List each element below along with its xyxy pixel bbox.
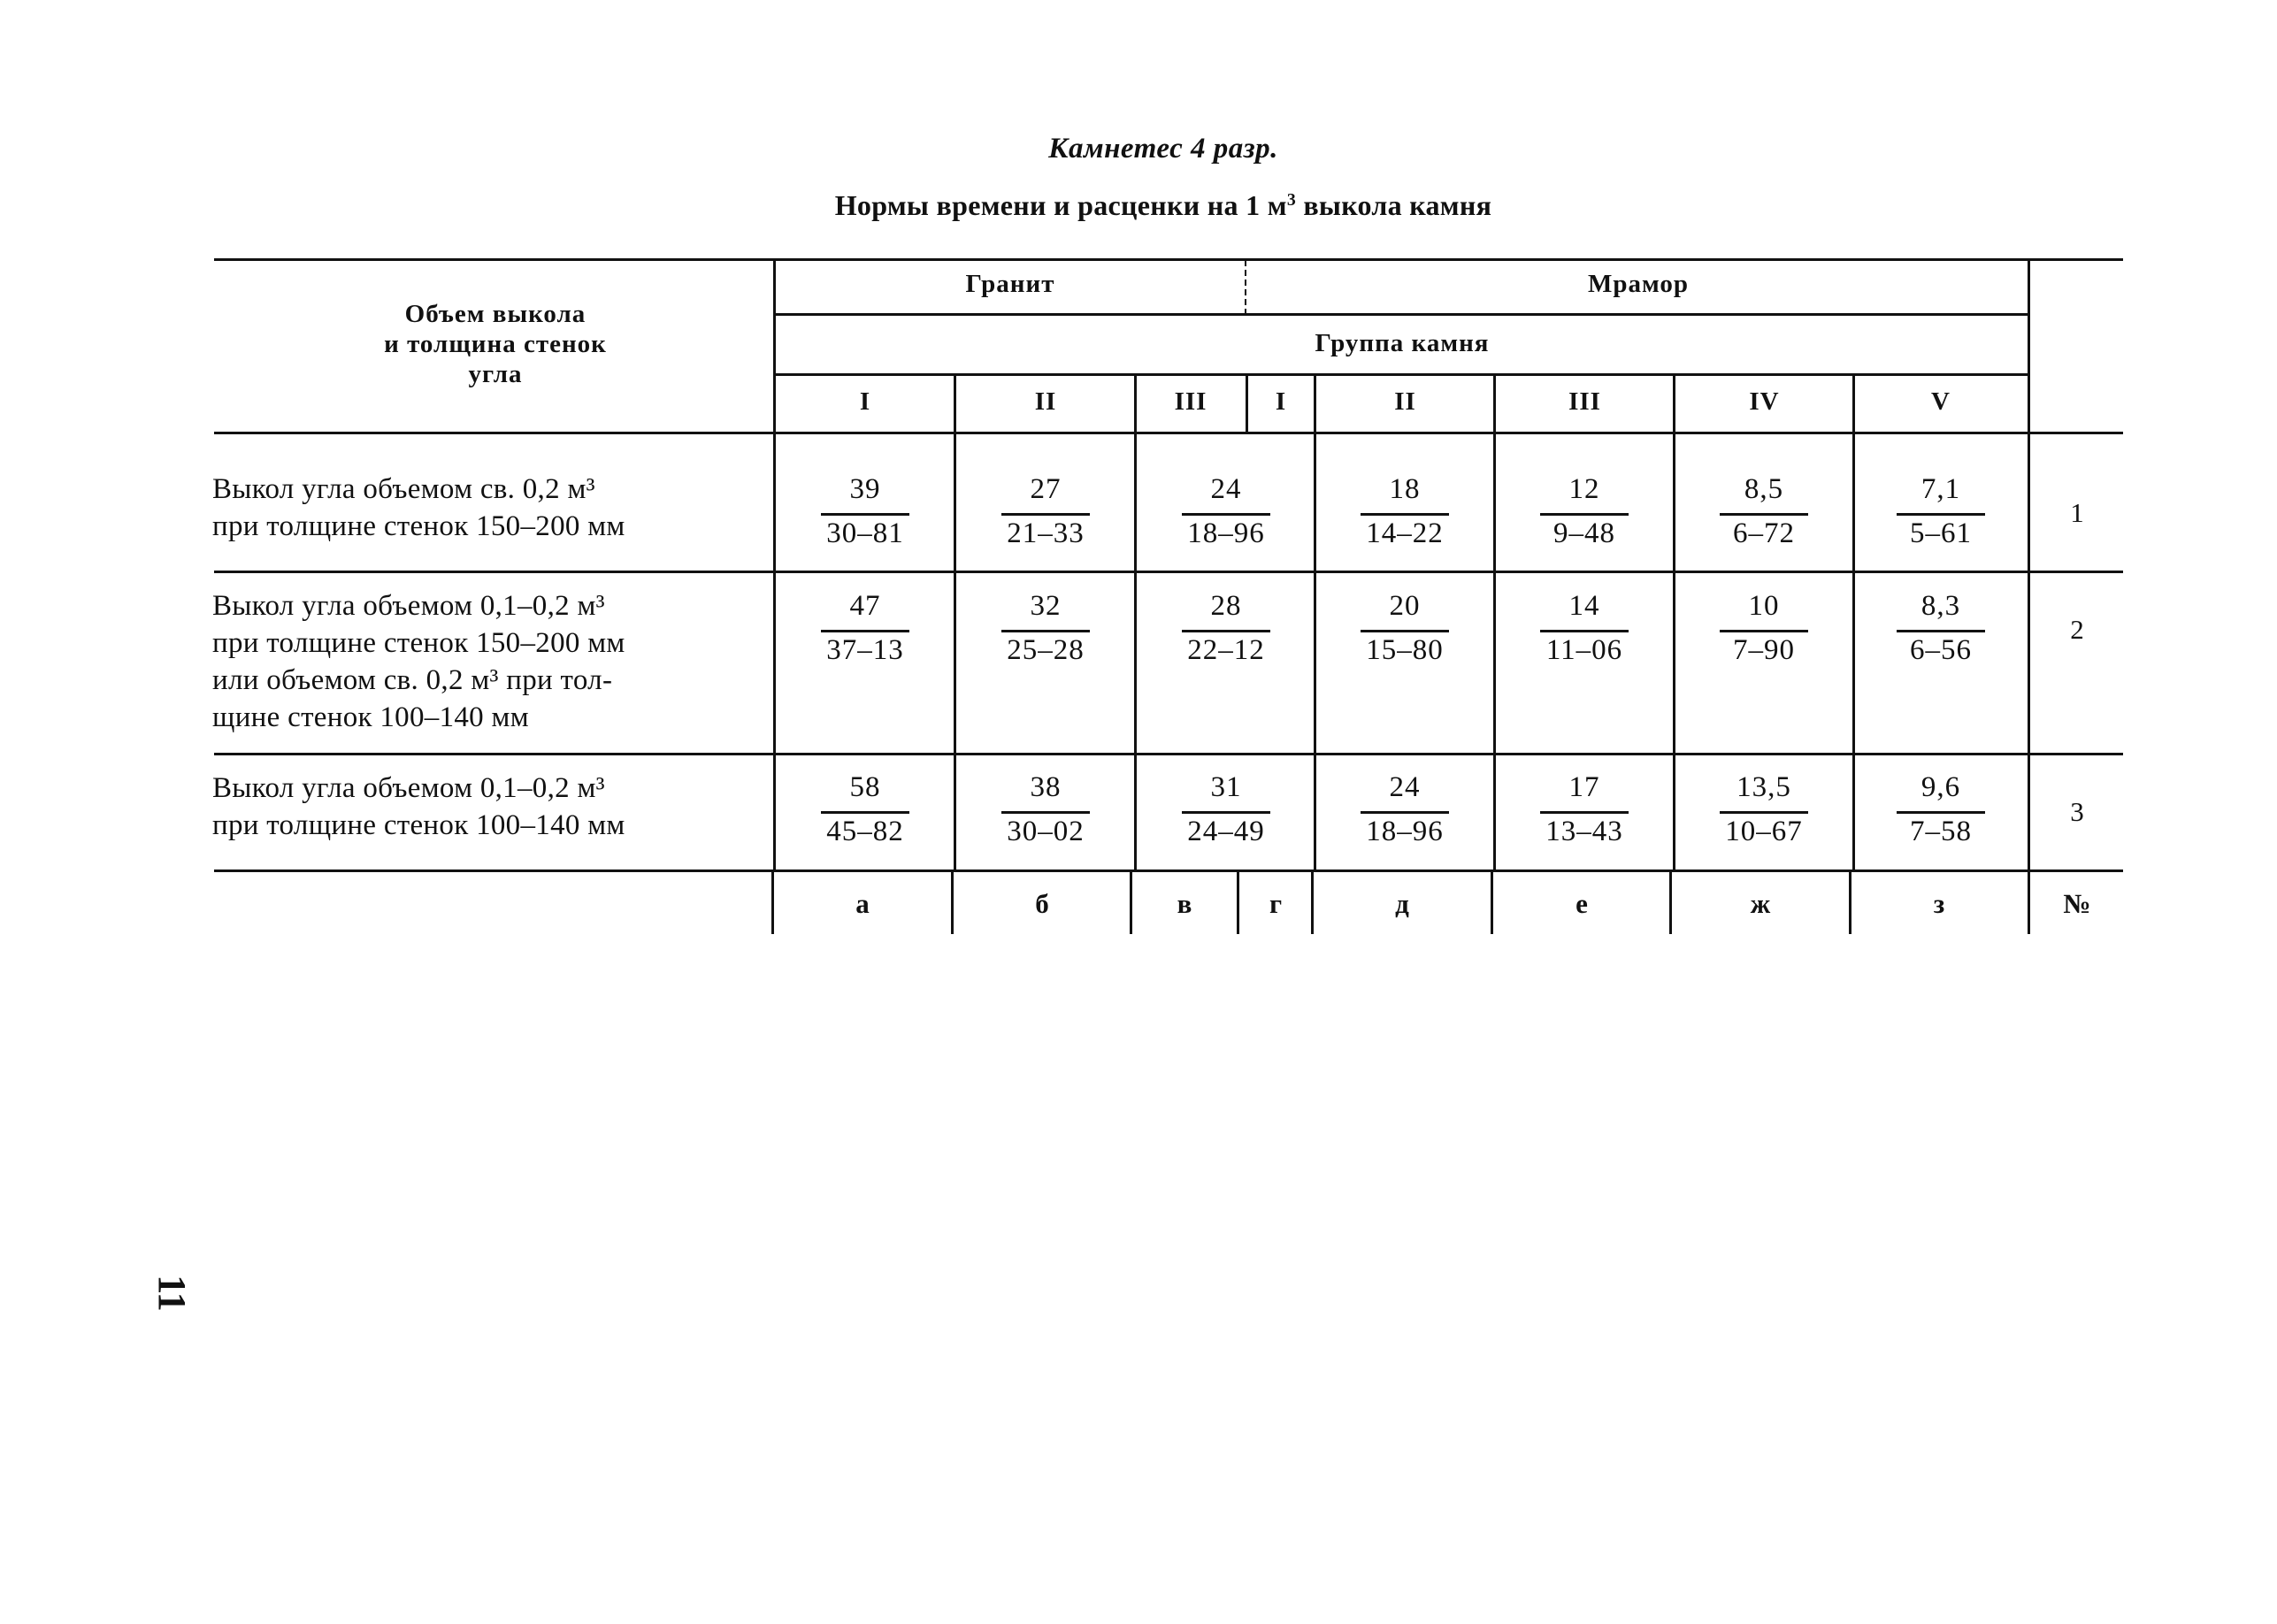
rule-header-1 (775, 313, 2029, 316)
fraction-cell (970, 771, 1121, 860)
fraction-bar (1720, 513, 1808, 516)
row-label-line: или объемом св. 0,2 м³ при тол- (212, 664, 613, 696)
rate-value: 30–81 (826, 517, 904, 549)
time-norm: 58 (849, 771, 881, 803)
rate-value: 18–96 (1187, 517, 1265, 549)
rule-top (214, 258, 2123, 261)
rule-header-2 (775, 373, 2029, 376)
fraction-cell (1866, 771, 2016, 860)
fraction-cell (790, 473, 940, 562)
time-norm: 17 (1568, 771, 1600, 803)
time-norm: 9,6 (1920, 771, 1961, 803)
row-label-line: при толщине стенок 150–200 мм (212, 627, 625, 659)
fraction-bar (1540, 630, 1629, 632)
fraction-cell (1151, 590, 1301, 678)
fraction-bar (1361, 630, 1449, 632)
fraction-bar (1001, 513, 1090, 516)
time-norm: 8,5 (1744, 473, 1784, 505)
fraction-bar (1720, 630, 1808, 632)
fraction-bar (1720, 811, 1808, 814)
rate-value: 6–56 (1910, 634, 1972, 666)
fraction-cell (1330, 473, 1480, 562)
row-label-line: при толщине стенок 150–200 мм (212, 510, 625, 542)
rule-header-end (214, 432, 2123, 434)
fraction-cell (1330, 590, 1480, 678)
fraction-cell (1866, 590, 2016, 678)
time-norm: 27 (1030, 473, 1062, 505)
fraction-cell (1509, 590, 1660, 678)
column-letter: ж (1750, 888, 1771, 919)
rate-value: 25–28 (1007, 634, 1085, 666)
time-norm: 10 (1748, 590, 1780, 622)
header-label-line: Объем выкола (404, 300, 586, 328)
column-letter: г (1269, 888, 1283, 919)
fraction-bar (821, 630, 909, 632)
time-norm: 8,3 (1920, 590, 1961, 622)
subtitle-superscript: 3 (1286, 190, 1297, 211)
rate-value: 14–22 (1366, 517, 1444, 549)
rate-value: 10–67 (1725, 816, 1803, 847)
header-group-col: V (1931, 387, 1951, 416)
fraction-cell (970, 590, 1121, 678)
number-sign: № (2063, 888, 2091, 919)
header-marble: Мрамор (1588, 270, 1689, 298)
fraction-cell (1689, 590, 1839, 678)
rate-value: 24–49 (1187, 816, 1265, 847)
fraction-bar (1001, 630, 1090, 632)
header-label-line: угла (468, 360, 523, 388)
rate-value: 45–82 (826, 816, 904, 847)
time-norm: 31 (1210, 771, 1242, 803)
header-group-col: III (1174, 387, 1208, 416)
fraction-cell (790, 590, 940, 678)
row-label (212, 471, 770, 545)
column-letter: з (1933, 888, 1945, 919)
rate-value: 6–72 (1733, 517, 1795, 549)
row-label (212, 587, 770, 736)
rate-value: 22–12 (1187, 634, 1265, 666)
row-label-line: Выкол угла объемом св. 0,2 м³ (212, 473, 595, 505)
row-label-line: Выкол угла объемом 0,1–0,2 м³ (212, 772, 605, 804)
fraction-cell (1689, 473, 1839, 562)
time-norm: 24 (1210, 473, 1242, 505)
fraction-bar (1361, 513, 1449, 516)
header-granite: Гранит (965, 270, 1055, 298)
fraction-cell (1866, 473, 2016, 562)
rate-value: 9–48 (1553, 517, 1615, 549)
time-norm: 12 (1568, 473, 1600, 505)
subtitle-text: Нормы времени и расценки на 1 м (834, 189, 1287, 221)
column-letter: д (1395, 888, 1409, 919)
time-norm: 13,5 (1736, 771, 1791, 803)
header-group-col: I (1275, 387, 1287, 416)
time-norm: 18 (1389, 473, 1421, 505)
header-label (221, 299, 770, 389)
column-letter: в (1177, 888, 1192, 919)
header-group-col: III (1568, 387, 1601, 416)
fraction-bar (1182, 811, 1270, 814)
rate-value: 21–33 (1007, 517, 1085, 549)
time-norm: 7,1 (1920, 473, 1961, 505)
row-number: 1 (2070, 497, 2084, 528)
header-group: Группа камня (1315, 329, 1490, 357)
rate-value: 11–06 (1545, 634, 1623, 666)
rule-bottom (214, 869, 2123, 872)
time-norm: 47 (849, 590, 881, 622)
row-number: 3 (2070, 796, 2084, 827)
vrule-c5 (1673, 373, 1675, 869)
rate-value: 7–90 (1733, 634, 1795, 666)
rate-value: 18–96 (1366, 816, 1444, 847)
fraction-bar (1540, 811, 1629, 814)
header-group-col: II (1394, 387, 1416, 416)
time-norm: 28 (1210, 590, 1242, 622)
fraction-bar (1182, 630, 1270, 632)
row-label-line: Выкол угла объемом 0,1–0,2 м³ (212, 590, 605, 622)
vrule-c1 (954, 373, 956, 869)
rate-value: 30–02 (1007, 816, 1085, 847)
vrule-c3 (1314, 373, 1316, 869)
fraction-bar (821, 811, 909, 814)
row-label-line: щине стенок 100–140 мм (212, 701, 529, 733)
fraction-bar (1361, 811, 1449, 814)
fraction-bar (1001, 811, 1090, 814)
rate-value: 7–58 (1910, 816, 1972, 847)
header-group-col: II (1034, 387, 1057, 416)
time-norm: 24 (1389, 771, 1421, 803)
fraction-bar (821, 513, 909, 516)
fraction-bar (1897, 630, 1985, 632)
fraction-cell (1151, 771, 1301, 860)
header-label-line: и толщина стенок (384, 330, 607, 358)
time-norm: 14 (1568, 590, 1600, 622)
column-letter: е (1576, 888, 1588, 919)
fraction-cell (970, 473, 1121, 562)
rate-value: 5–61 (1910, 517, 1972, 549)
document-subtitle (0, 189, 2277, 222)
rule-row-2 (214, 753, 2123, 755)
vrule-c2 (1134, 373, 1137, 869)
fraction-bar (1897, 513, 1985, 516)
header-group-col: IV (1749, 387, 1780, 416)
fraction-cell (790, 771, 940, 860)
rate-value: 37–13 (826, 634, 904, 666)
fraction-cell (1689, 771, 1839, 860)
fraction-bar (1182, 513, 1270, 516)
vrule-idx-8 (2028, 872, 2030, 934)
row-label (212, 770, 770, 844)
row-label-line: при толщине стенок 100–140 мм (212, 809, 625, 841)
time-norm: 32 (1030, 590, 1062, 622)
fraction-bar (1897, 811, 1985, 814)
time-norm: 20 (1389, 590, 1421, 622)
fraction-cell (1509, 473, 1660, 562)
header-group-col: I (859, 387, 871, 416)
fraction-bar (1540, 513, 1629, 516)
vrule-c4 (1493, 373, 1496, 869)
subtitle-text-end: выкола камня (1296, 189, 1492, 221)
fraction-cell (1330, 771, 1480, 860)
time-norm: 39 (849, 473, 881, 505)
column-letter: а (855, 888, 870, 919)
document-title: Камнетес 4 разр. (1048, 133, 1278, 165)
time-norm: 38 (1030, 771, 1062, 803)
column-letter: б (1035, 888, 1049, 919)
page-number: 11 (150, 1275, 194, 1312)
rate-value: 13–43 (1545, 816, 1623, 847)
fraction-cell (1509, 771, 1660, 860)
fraction-cell (1151, 473, 1301, 562)
rule-row-1 (214, 571, 2123, 573)
row-number: 2 (2070, 614, 2084, 645)
rate-value: 15–80 (1366, 634, 1444, 666)
vrule-c6 (1852, 373, 1855, 869)
